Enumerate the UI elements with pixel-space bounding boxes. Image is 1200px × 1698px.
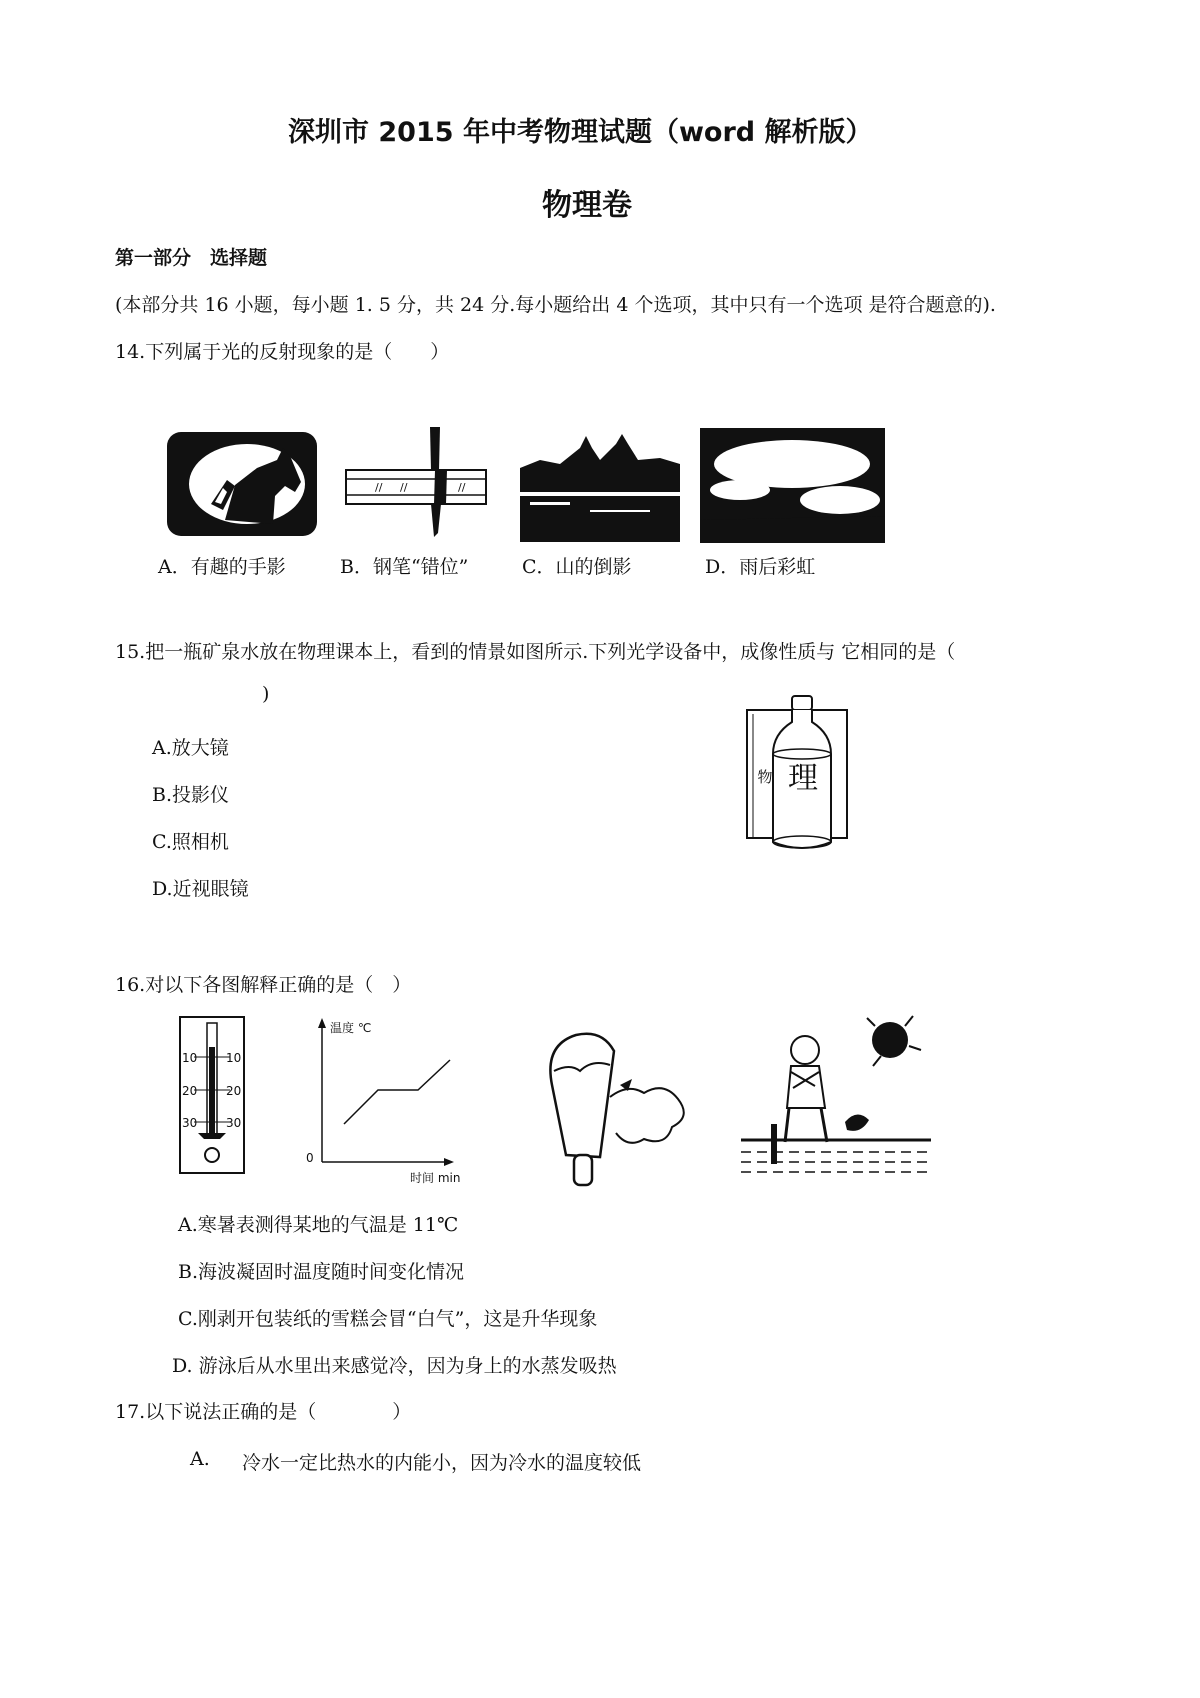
q16-option-b: B.海波凝固时温度随时间变化情况 [178,1261,465,1283]
graph-y-label: 温度 ℃ [330,1021,372,1035]
q16-option-d: D. 游泳后从水里出来感觉冷，因为身上的水蒸发吸热 [172,1355,617,1377]
svg-text://: // [458,481,466,494]
q14-figure-d-rainbow [700,428,885,543]
q14-caption-b: B．钢笔“错位” [340,556,469,578]
q14-caption-d: D．雨后彩虹 [705,556,816,578]
section-heading: 第一部分 选择题 [115,247,268,269]
q14-figure-c-mountain-reflection [520,430,680,542]
q14-caption-a: A．有趣的手影 [158,556,286,578]
q17-option-a-letter: A. [190,1448,210,1470]
svg-text://: // [400,481,408,494]
q16-figure-a-thermometer [172,1015,252,1177]
q14-caption-c: C．山的倒影 [522,556,632,578]
svg-text://: // [375,481,383,494]
q15-stem: 15.把一瓶矿泉水放在物理课本上，看到的情景如图所示.下列光学设备中，成像性质与 它相同的是（ [115,641,956,663]
thermo-left-10: 10 [182,1051,198,1065]
q16-figure-b-graph [300,1012,470,1187]
q15-option-b: B.投影仪 [152,784,230,806]
q17-stem: 17.以下说法正确的是（ ） [115,1401,412,1423]
thermo-right-20: 20 [226,1084,242,1098]
q16-option-a: A.寒暑表测得某地的气温是 11℃ [178,1214,459,1236]
section-instructions: (本部分共 16 小题，每小题 1. 5 分，共 24 分.每小题给出 4 个选项，其中只有一个选项 是符合题意的). [115,294,996,316]
page-title: 深圳市 2015 年中考物理试题（word 解析版） [288,117,873,148]
q14-figure-b-pen-in-glass [340,425,495,540]
q16-stem: 16.对以下各图解释正确的是（ ） [115,974,412,996]
thermo-right-10: 10 [226,1051,242,1065]
thermo-right-30: 30 [226,1116,242,1130]
q17-option-a-text: 冷水一定比热水的内能小，因为冷水的温度较低 [242,1452,642,1474]
graph-x-label: 时间 min [410,1171,461,1185]
q16-option-c: C.刚剥开包装纸的雪糕会冒“白气”，这是升华现象 [178,1308,598,1330]
q15-option-c: C.照相机 [152,831,229,853]
page-subtitle: 物理卷 [542,188,632,223]
q16-figure-c-popsicle [540,1025,690,1190]
graph-origin: 0 [306,1151,314,1165]
thermo-left-30: 30 [182,1116,198,1130]
q15-option-a: A.放大镜 [152,737,229,759]
q15-figure-big-char: 理 [788,761,818,796]
q15-option-d: D.近视眼镜 [152,878,249,900]
q15-figure-bottle-on-book [745,692,855,860]
q14-figure-a-hand-shadow [165,430,320,540]
q14-stem: 14.下列属于光的反射现象的是（ ） [115,341,450,363]
q15-stem-cont: ) [262,683,270,705]
thermo-left-20: 20 [182,1084,198,1098]
q15-figure-small-char: 物 [757,768,773,786]
q16-figure-d-swimmer [735,1012,935,1180]
